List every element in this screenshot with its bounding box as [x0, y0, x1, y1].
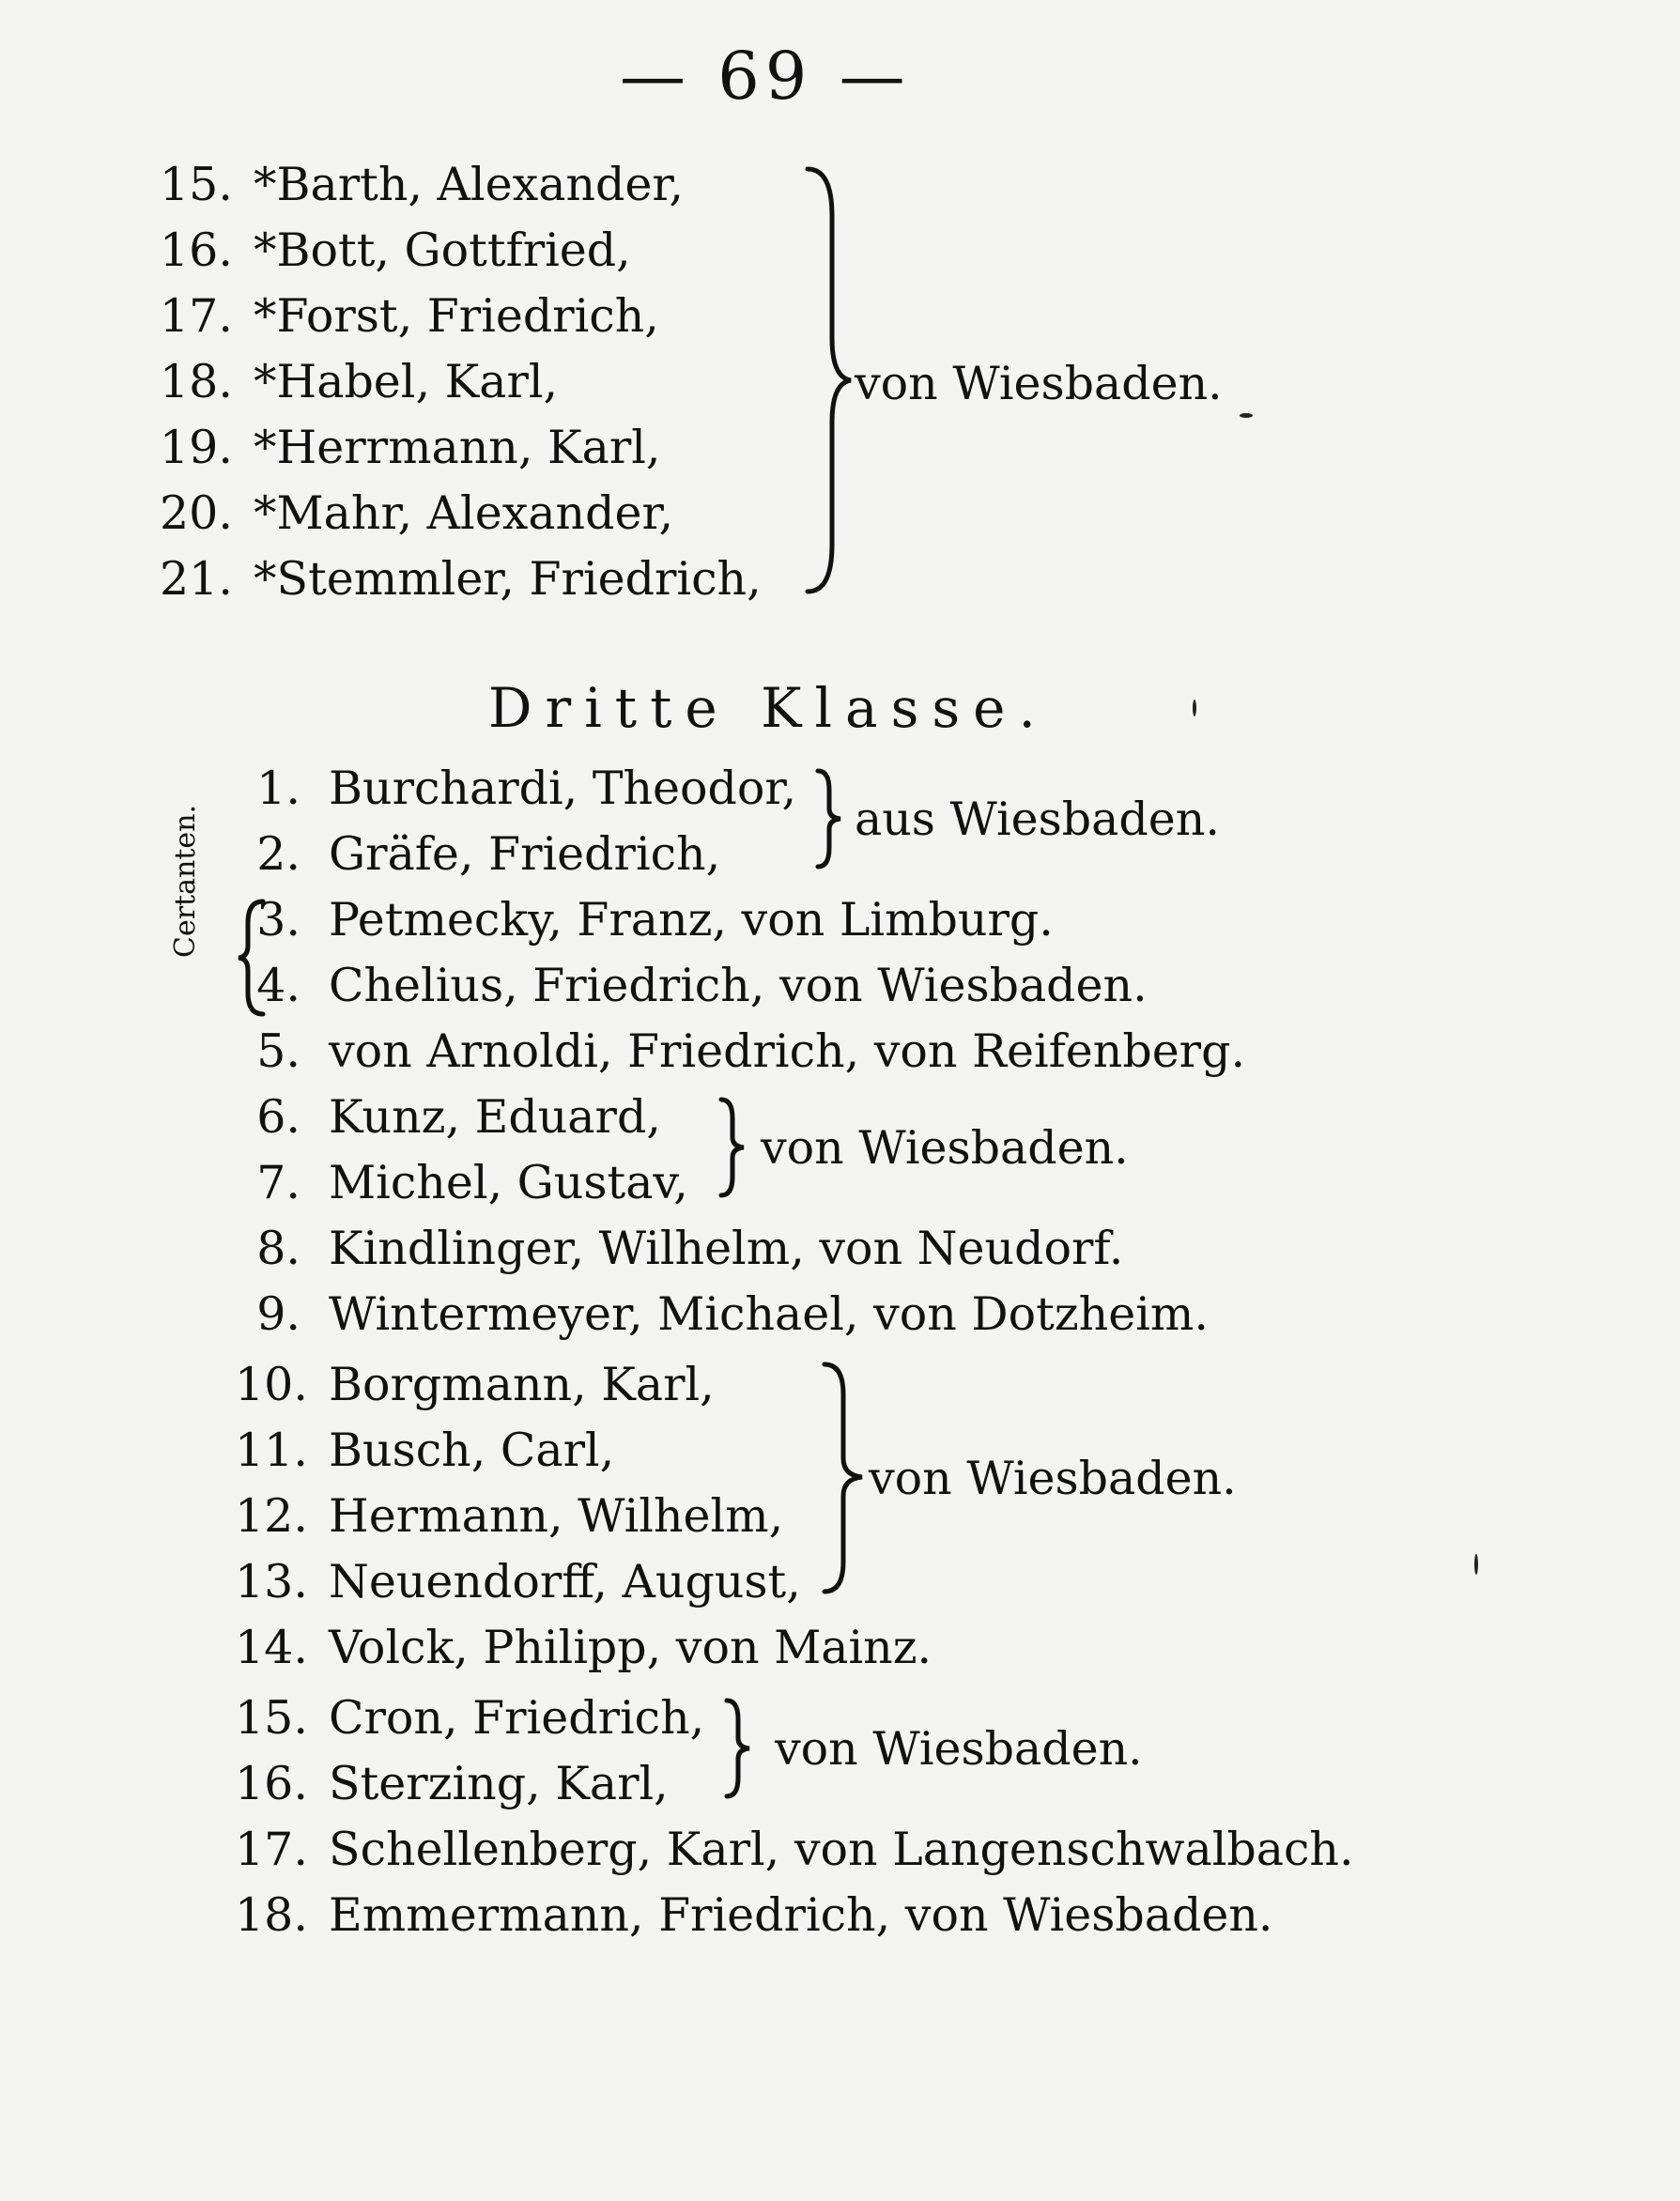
entry-text: Kindlinger, Wilhelm, von Neudorf.: [329, 1222, 1124, 1275]
entry-text: Neuendorff, August,: [329, 1555, 801, 1608]
page-number: — 69 —: [620, 38, 911, 115]
brace-icon: [812, 765, 846, 873]
ink-speck: [1474, 1554, 1478, 1575]
entry-text: Wintermeyer, Michael, von Dotzheim.: [329, 1287, 1209, 1341]
entry-number: 2.: [256, 827, 301, 881]
entry-number: 13.: [235, 1555, 308, 1608]
place-label: von Wiesbaden.: [869, 1452, 1237, 1505]
entry-text: Volck, Philipp, von Mainz.: [329, 1621, 932, 1674]
entry-text: Burchardi, Theodor,: [329, 762, 797, 815]
section-heading: Dritte Klasse.: [488, 676, 1049, 740]
place-label: von Wiesbaden.: [855, 357, 1223, 410]
entry-text: Busch, Carl,: [329, 1424, 615, 1477]
entry-number: 20.: [160, 486, 233, 540]
entry-text: *Habel, Karl,: [254, 355, 559, 408]
entry-number: 16.: [235, 1757, 308, 1810]
entry-number: 17.: [160, 289, 233, 343]
entry-text: Gräfe, Friedrich,: [329, 827, 721, 881]
entry-number: 10.: [235, 1358, 308, 1411]
place-label: von Wiesbaden.: [775, 1722, 1143, 1776]
entry-text: Cron, Friedrich,: [329, 1691, 705, 1745]
entry-number: 12.: [235, 1489, 308, 1543]
entry-text: Michel, Gustav,: [329, 1156, 688, 1209]
entry-number: 19.: [160, 421, 233, 474]
entry-number: 18.: [235, 1888, 308, 1942]
entry-number: 16.: [160, 223, 233, 277]
entry-number: 17.: [235, 1823, 308, 1876]
entry-number: 3.: [256, 893, 301, 947]
entry-text: Schellenberg, Karl, von Langenschwalbach.: [329, 1823, 1354, 1876]
entry-text: *Mahr, Alexander,: [254, 486, 674, 540]
entry-text: *Barth, Alexander,: [254, 158, 684, 211]
entry-number: 9.: [256, 1287, 301, 1341]
entry-number: 21.: [160, 552, 233, 606]
brace-icon: [721, 1695, 755, 1803]
entry-text: Emmermann, Friedrich, von Wiesbaden.: [329, 1888, 1273, 1942]
margin-note: Certanten.: [169, 805, 202, 958]
entry-text: Borgmann, Karl,: [329, 1358, 715, 1411]
entry-text: *Stemmler, Friedrich,: [254, 552, 762, 606]
entry-number: 4.: [256, 959, 301, 1012]
entry-text: Petmecky, Franz, von Limburg.: [329, 893, 1054, 947]
ink-speck: [1240, 413, 1253, 418]
entry-text: Sterzing, Karl,: [329, 1757, 669, 1810]
entry-text: von Arnoldi, Friedrich, von Reifenberg.: [329, 1024, 1246, 1078]
entry-number: 8.: [256, 1222, 301, 1275]
brace-icon: [716, 1094, 749, 1202]
entry-text: *Herrmann, Karl,: [254, 421, 661, 474]
brace-icon: [817, 1357, 870, 1601]
entry-text: Chelius, Friedrich, von Wiesbaden.: [329, 959, 1148, 1012]
entry-text: Kunz, Eduard,: [329, 1090, 661, 1144]
entry-number: 7.: [256, 1156, 301, 1209]
entry-text: *Bott, Gottfried,: [254, 223, 631, 277]
entry-number: 14.: [235, 1621, 308, 1674]
entry-number: 11.: [235, 1424, 308, 1477]
entry-number: 6.: [256, 1090, 301, 1144]
place-label: aus Wiesbaden.: [855, 793, 1220, 846]
entry-number: 1.: [256, 762, 301, 815]
entry-number: 18.: [160, 355, 233, 408]
place-label: von Wiesbaden.: [761, 1121, 1129, 1175]
entry-text: Hermann, Wilhelm,: [329, 1489, 784, 1543]
entry-text: *Forst, Friedrich,: [254, 289, 659, 343]
ink-speck: [1193, 700, 1196, 716]
brace-icon: [798, 160, 855, 601]
entry-number: 15.: [235, 1691, 308, 1745]
entry-number: 15.: [160, 158, 233, 211]
entry-number: 5.: [256, 1024, 301, 1078]
